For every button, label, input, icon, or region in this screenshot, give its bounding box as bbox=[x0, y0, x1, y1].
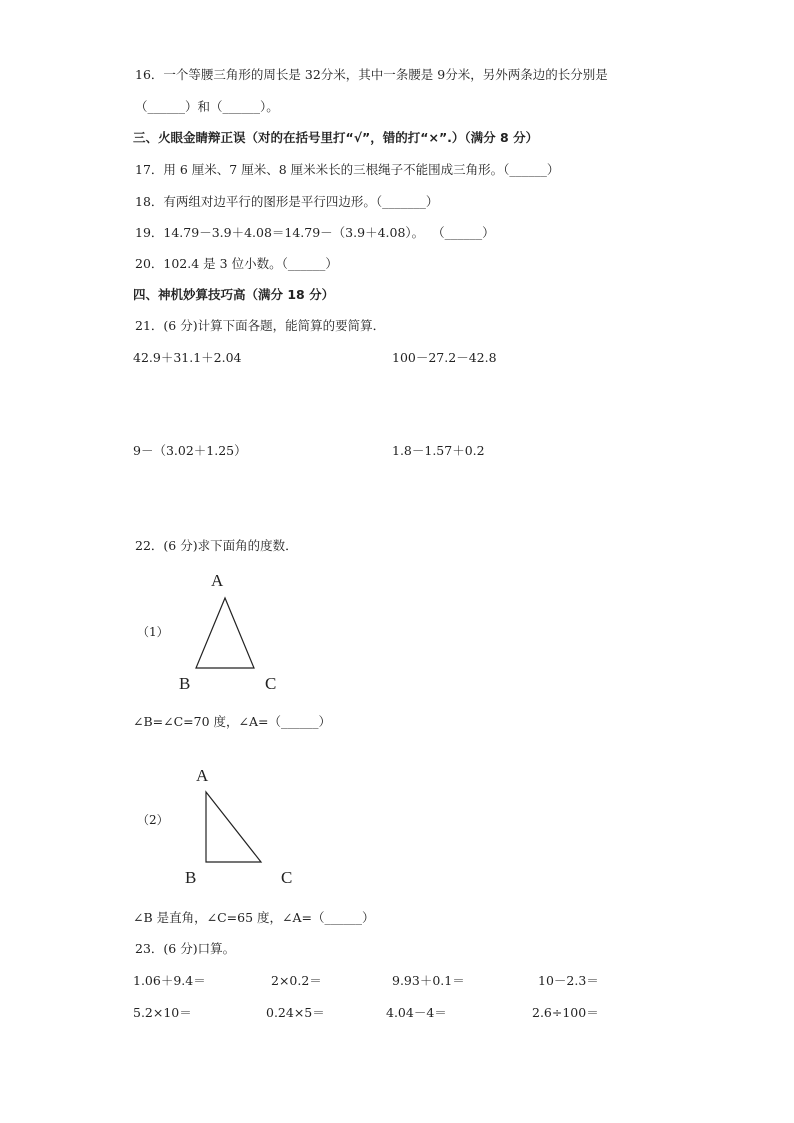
q23-prompt: 23．(6 分)口算。 bbox=[135, 941, 236, 956]
q23-r2-c2: 0.24×5＝ bbox=[266, 1005, 325, 1020]
section3-title: 三、火眼金睛辩正误（对的在括号里打“√”，错的打“×”.）（满分 8 分） bbox=[133, 130, 539, 145]
fig2-vertex-a: A bbox=[196, 766, 209, 785]
fig2-number: （2） bbox=[137, 813, 169, 827]
fig1-vertex-b: B bbox=[179, 674, 191, 693]
q21-item-3: 9－（3.02＋1.25） bbox=[133, 443, 247, 458]
fig1-vertex-c: C bbox=[265, 674, 277, 693]
fig1-answer: ∠B=∠C=70 度，∠A=（______） bbox=[133, 714, 331, 729]
q23-r2-c4: 2.6÷100＝ bbox=[532, 1005, 599, 1020]
q21-prompt: 21．(6 分)计算下面各题，能简算的要简算． bbox=[135, 318, 386, 333]
q21-item-1: 42.9＋31.1＋2.04 bbox=[133, 350, 242, 365]
q19: 19．14.79－3.9＋4.08＝14.79－（3.9＋4.08）。 （______） bbox=[135, 225, 495, 240]
fig2-vertex-c: C bbox=[281, 868, 293, 887]
q23-r1-c4: 10－2.3＝ bbox=[538, 973, 599, 988]
triangle-2 bbox=[200, 788, 270, 868]
q21-item-4: 1.8－1.57＋0.2 bbox=[392, 443, 485, 458]
section4-title: 四、神机妙算技巧高（满分 18 分） bbox=[133, 287, 335, 302]
q16-line2: （______）和（______）。 bbox=[135, 99, 279, 114]
q16-line1: 16．一个等腰三角形的周长是 32分米，其中一条腰是 9分米，另外两条边的长分别是 bbox=[135, 67, 608, 82]
q23-r1-c1: 1.06＋9.4＝ bbox=[133, 973, 206, 988]
q20: 20．102.4 是 3 位小数。（______） bbox=[135, 256, 338, 271]
q23-r2-c3: 4.04－4＝ bbox=[386, 1005, 447, 1020]
fig1-vertex-a: A bbox=[211, 571, 224, 590]
q22-prompt: 22．(6 分)求下面角的度数． bbox=[135, 538, 298, 553]
q23-r2-c1: 5.2×10＝ bbox=[133, 1005, 192, 1020]
q23-r1-c3: 9.93＋0.1＝ bbox=[392, 973, 465, 988]
fig2-answer: ∠B 是直角，∠C=65 度，∠A=（______） bbox=[133, 910, 375, 925]
fig1-number: （1） bbox=[137, 625, 169, 639]
q18: 18．有两组对边平行的图形是平行四边形。（_______） bbox=[135, 194, 439, 209]
q23-r1-c2: 2×0.2＝ bbox=[271, 973, 322, 988]
fig2-vertex-b: B bbox=[185, 868, 197, 887]
q17: 17．用 6 厘米、7 厘米、8 厘米米长的三根绳子不能围成三角形。（______） bbox=[135, 162, 560, 177]
q21-item-2: 100－27.2－42.8 bbox=[392, 350, 497, 365]
triangle-1 bbox=[190, 593, 260, 673]
